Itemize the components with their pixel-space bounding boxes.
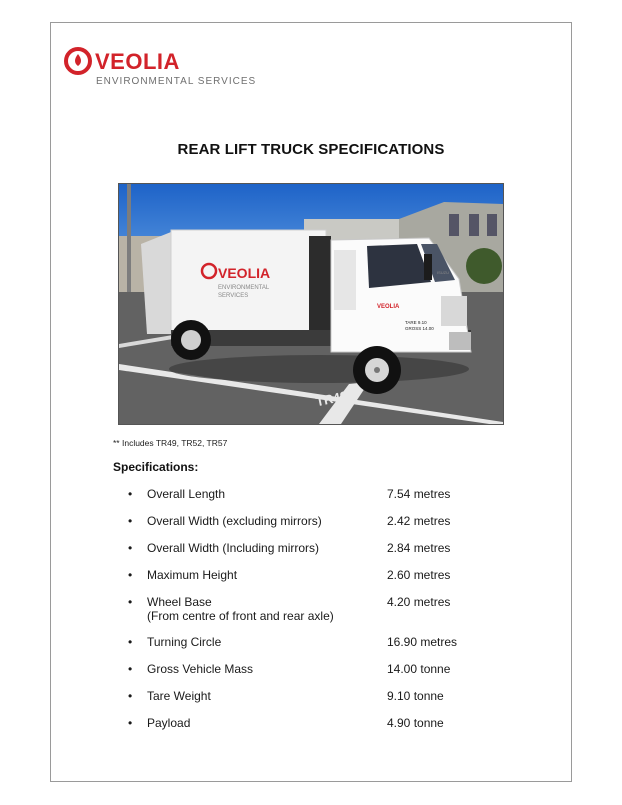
tree (466, 248, 502, 284)
spec-label: Overall Length (147, 487, 226, 501)
bullet-icon: • (128, 635, 133, 649)
veolia-logo (63, 46, 303, 106)
spec-value: 7.54 metres (387, 487, 451, 501)
light-pole (127, 184, 131, 304)
spec-label: Maximum Height (147, 568, 238, 582)
spec-label: Overall Width (excluding mirrors) (147, 514, 322, 528)
cab-weights-2: GROSS 14.00 (405, 326, 434, 331)
spec-value: 2.60 metres (387, 568, 451, 582)
spec-value: 16.90 metres (387, 635, 458, 649)
truck-illustration (119, 184, 503, 424)
spec-value: 4.20 metres (387, 595, 451, 609)
bullet-icon: • (128, 689, 133, 703)
truck-body (171, 230, 326, 332)
truck-tagline-2: SERVICES (218, 293, 249, 299)
spec-label: Wheel Base (147, 595, 212, 609)
spec-value: 9.10 tonne (387, 689, 444, 703)
bullet-icon: • (128, 595, 133, 609)
spec-item (128, 635, 528, 662)
spec-value: 14.00 tonne (387, 662, 451, 676)
spec-label: Turning Circle (147, 635, 222, 649)
spec-item (128, 487, 528, 514)
veolia-logo-icon (63, 46, 93, 76)
front-bumper (449, 332, 471, 350)
spec-item (128, 541, 528, 568)
spec-sublabel: (From centre of front and rear axle) (147, 609, 334, 623)
logo-tagline: ENVIRONMENTAL SERVICES (96, 76, 257, 87)
cab-logo-text: VEOLIA (377, 304, 400, 310)
page-title: REAR LIFT TRUCK SPECIFICATIONS (177, 141, 445, 158)
includes-note: ** Includes TR49, TR52, TR57 (113, 438, 228, 448)
bullet-icon: • (128, 662, 133, 676)
spec-item (128, 689, 528, 716)
spec-label: Payload (147, 716, 191, 730)
cab-weights-1: TARE 9.10 (405, 320, 427, 325)
bullet-icon: • (128, 487, 133, 501)
spec-label: Overall Width (Including mirrors) (147, 541, 320, 555)
spec-label: Tare Weight (147, 689, 211, 703)
spec-item (128, 595, 528, 635)
specifications-list (128, 487, 528, 743)
bullet-icon: • (128, 716, 133, 730)
spec-item (128, 662, 528, 689)
spec-value: 4.90 tonne (387, 716, 444, 730)
spec-label: Gross Vehicle Mass (147, 662, 254, 676)
truck-photo (118, 183, 504, 425)
specifications-heading: Specifications: (113, 460, 199, 474)
logo-name: VEOLIA (95, 49, 180, 74)
spec-item (128, 514, 528, 541)
cab-maker: ISUZU (437, 270, 449, 275)
grille (441, 296, 467, 326)
mirror (424, 254, 432, 280)
ground-marking: TR49 (314, 388, 349, 410)
spec-item (128, 568, 528, 595)
bullet-icon: • (128, 514, 133, 528)
bullet-icon: • (128, 568, 133, 582)
spec-item (128, 716, 528, 743)
spec-value: 2.84 metres (387, 541, 451, 555)
truck-brand-text: VEOLIA (218, 265, 271, 281)
spec-value: 2.42 metres (387, 514, 451, 528)
bullet-icon: • (128, 541, 133, 555)
truck-tagline-1: ENVIRONMENTAL (218, 285, 270, 291)
